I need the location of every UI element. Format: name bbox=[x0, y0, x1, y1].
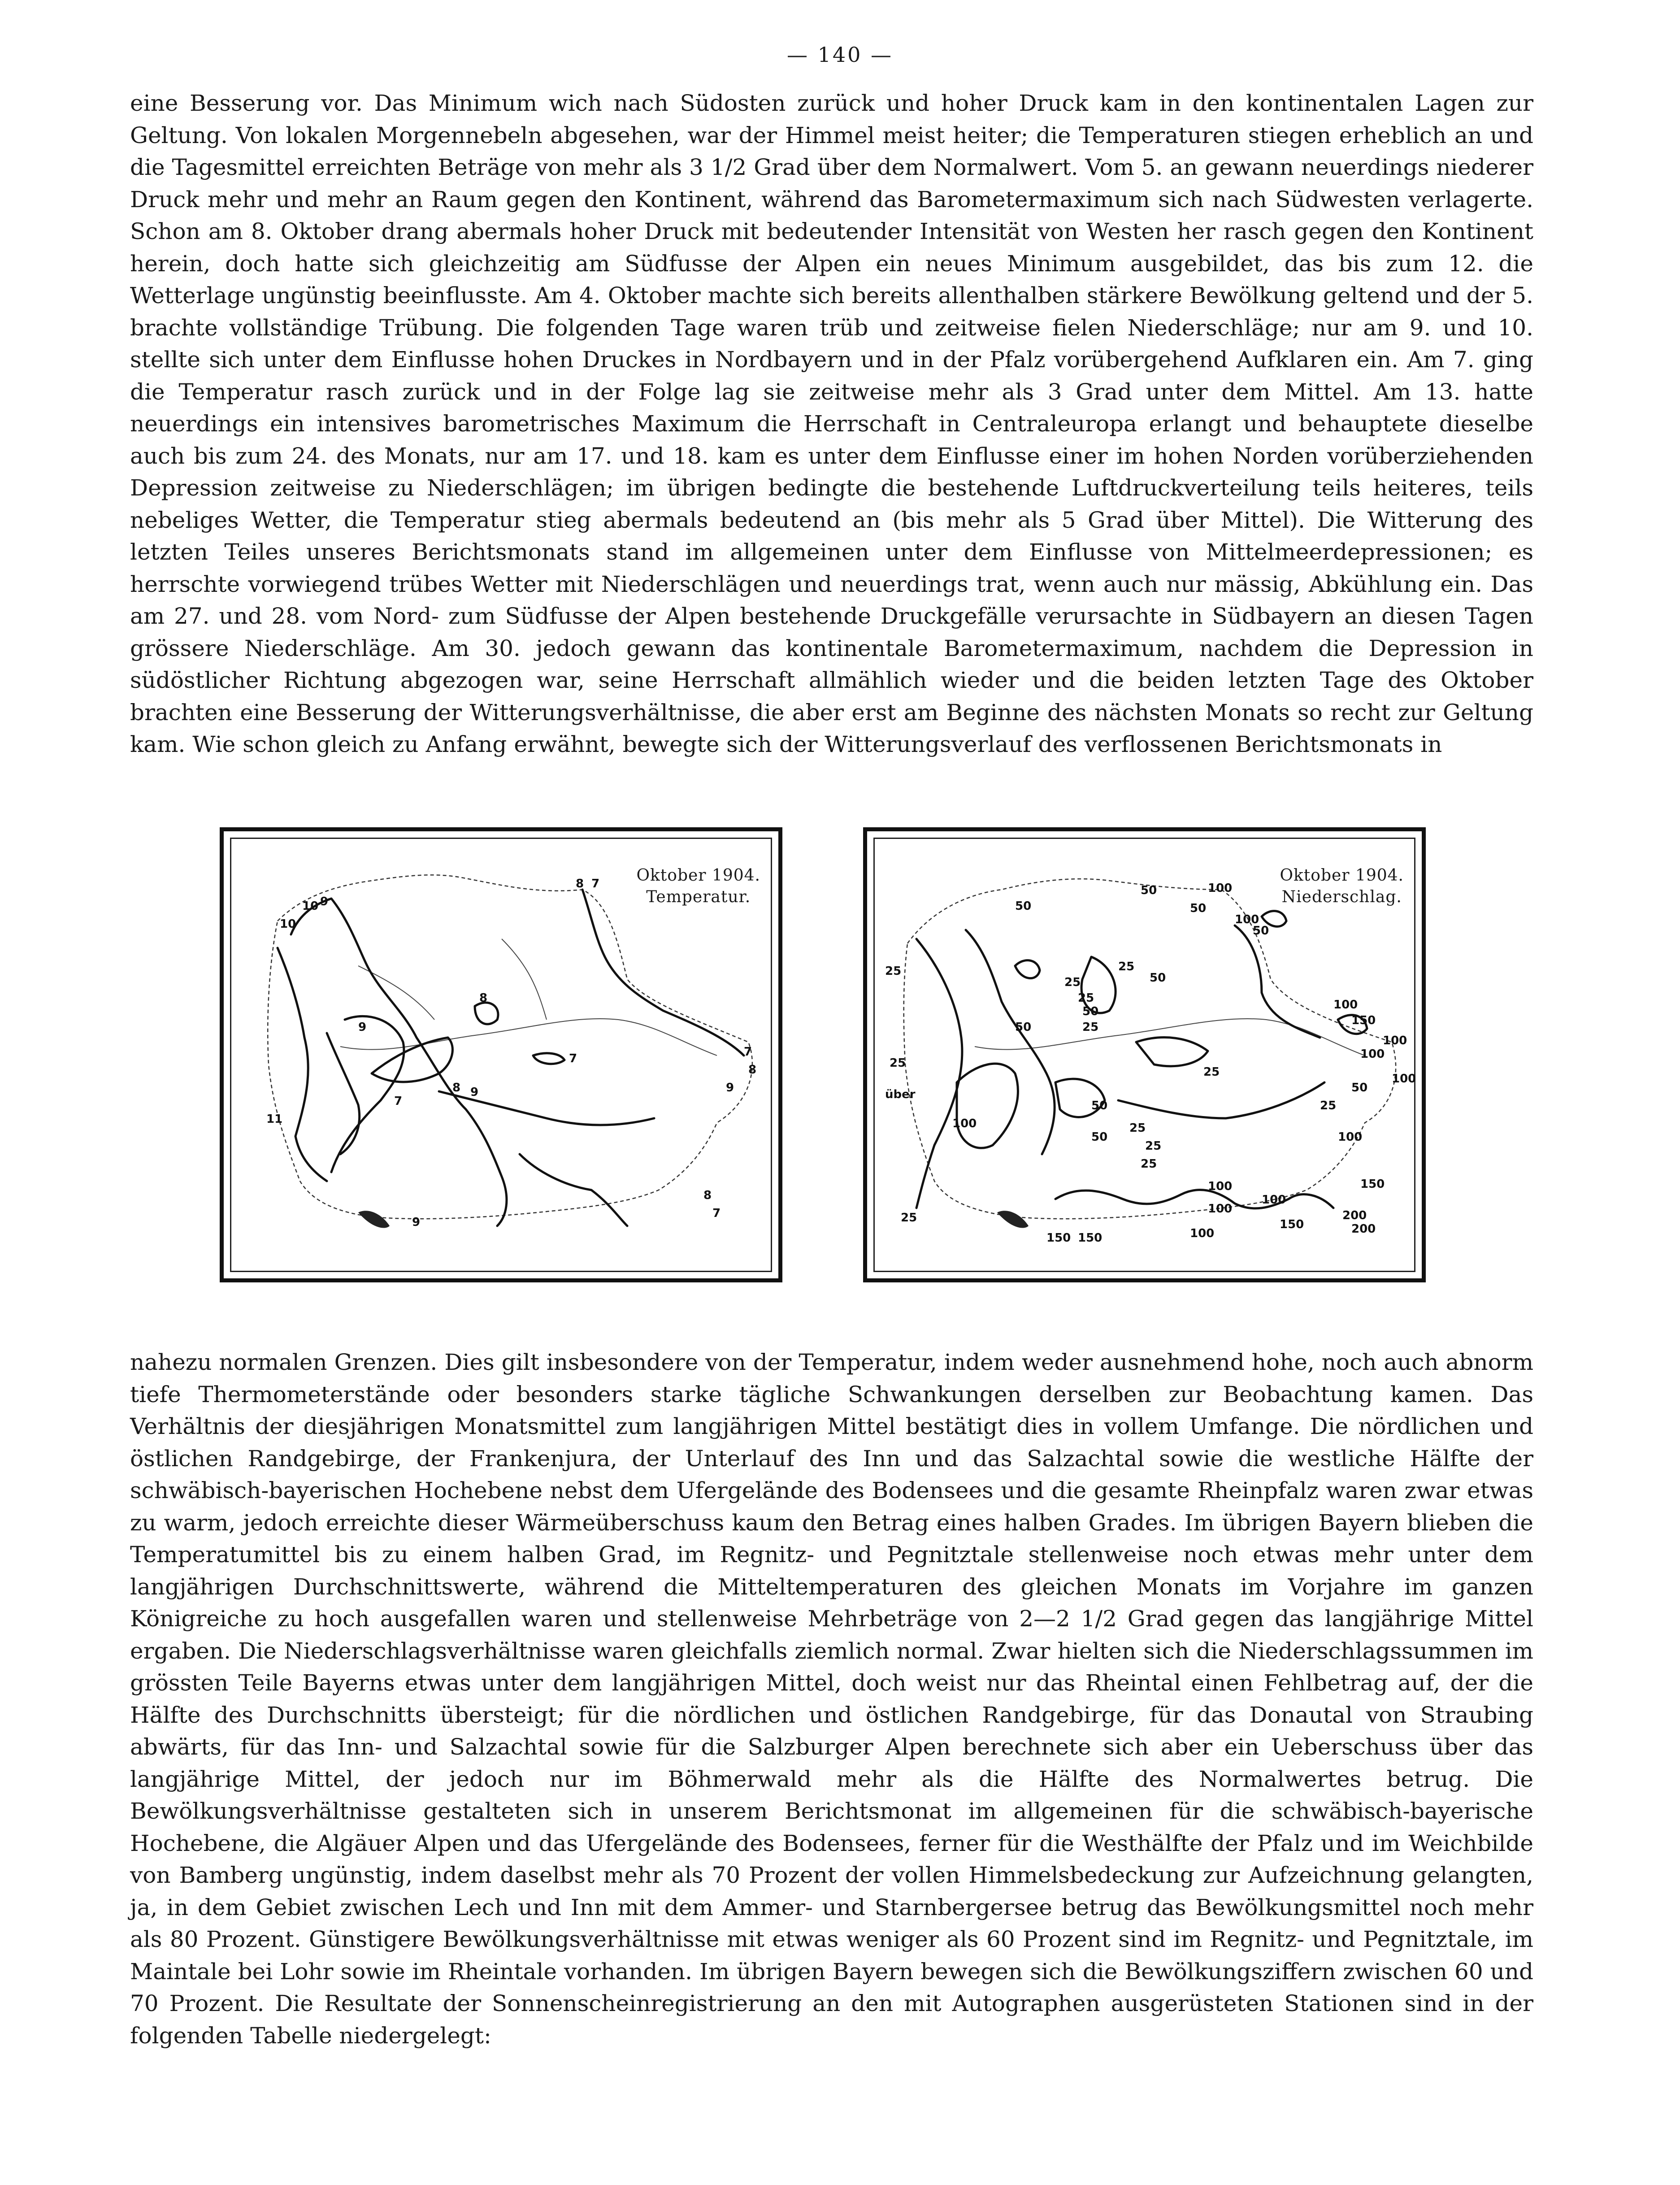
temperature-map bbox=[220, 827, 782, 1282]
temperature-label: 10 bbox=[280, 917, 296, 931]
temperature-label: 11 bbox=[266, 1112, 283, 1126]
temperature-label: 9 bbox=[726, 1081, 734, 1095]
temperature-map-title bbox=[636, 865, 760, 908]
body-text-top: eine Besserung vor. Das Minimum wich nach Südosten zurück und hoher Druck kam in den kontinentalen Lagen zur Geltung. Von lokalen Morgennebeln abgesehen, war der Himmel meist heiter; die Temperaturen stiegen erheblich an und die Tagesmittel erreichten Beträge von mehr als 3 1/2 Grad über dem Normalwert. Vom 5. an gewann neuerdings niederer Druck mehr und mehr an Raum gegen den Kontinent, während das Barometermaximum sich nach Südwesten verlagerte. Schon am 8. Oktober drang abermals hoher Druck mit bedeutender Intensität von Westen her rasch gegen den Kontinent herein, doch hatte sich gleichzeitig am Südfusse der Alpen ein neues Minimum ausgebildet, das bis zum 12. die Wetterlage ungünstig beeinflusste. Am 4. Oktober machte sich bereits allenthalben stärkere Bewölkung geltend und der 5. brachte vollständige Trübung. Die folgenden Tage waren trüb und zeitweise fielen Niederschläge; nur am 9. und 10. stellte sich unter dem Einflusse hohen Druckes in Nordbayern und in der Pfalz vorübergehend Aufklaren ein. Am 7. ging die Temperatur rasch zurück und in der Folge lag sie zeitweise mehr als 3 Grad unter dem Mittel. Am 13. hatte neuerdings ein intensives barometrisches Maximum die Herrschaft in Centraleuropa erlangt und behauptete dieselbe auch bis zum 24. des Monats, nur am 17. und 18. kam es unter dem Einflusse einer im hohen Norden vorüberziehenden Depression zeitweise zu Niederschlägen; im übrigen bedingte die bestehende Luftdruckverteilung teils heiteres, teils nebeliges Wetter, die Temperatur stieg abermals bedeutend an (bis mehr als 5 Grad über Mittel). Die Witterung des letzten Teiles unseres Berichtsmonats stand im allgemeinen unter dem Einflusse von Mittelmeerdepressionen; es herrschte vorwiegend trübes Wetter mit Niederschlägen und neuerdings trat, wenn auch nur mässig, Abkühlung ein. Das am 27. und 28. vom Nord- zum Südfusse der Alpen bestehende Druckgefälle verursachte in Südbayern an diesen Tagen grössere Niederschläge. Am 30. jedoch gewann das kontinentale Barometermaximum, nachdem die Depression in südöstlicher Richtung abgezogen war, seine Herrschaft allmählich wieder und die beiden letzten Tage des Oktober brachten eine Besserung der Witterungsverhältnisse, die aber erst am Beginne des nächsten Monats so recht zur Geltung kam. Wie schon gleich zu Anfang erwähnt, bewegte sich der Witterungsverlauf des verflossenen Berichtsmonats in bbox=[130, 90, 1533, 757]
precipitation-label: 50 bbox=[1351, 1081, 1368, 1095]
precipitation-label: 100 bbox=[1338, 1130, 1363, 1144]
precipitation-label: 50 bbox=[1253, 924, 1269, 938]
precipitation-label: 25 bbox=[1141, 1157, 1157, 1171]
precipitation-label: über bbox=[885, 1088, 916, 1101]
precipitation-label: 50 bbox=[1015, 1021, 1032, 1034]
precipitation-label: 50 bbox=[1150, 971, 1166, 985]
precipitation-label: 150 bbox=[1280, 1218, 1304, 1231]
precipitation-label: 100 bbox=[952, 1117, 977, 1130]
body-text-bottom: nahezu normalen Grenzen. Dies gilt insbesondere von der Temperatur, indem weder ausnehmend hohe, noch auch abnorm tiefe Thermometerstände oder besonders starke tägliche Schwankungen derselben zur Beobachtung kamen. Das Verhältnis der diesjährigen Monatsmittel zum langjährigen Mittel bestätigt dies in vollem Umfange. Die nördlichen und östlichen Randgebirge, der Frankenjura, der Unterlauf des Inn und das Salzachtal sowie die westliche Hälfte der schwäbisch-bayerischen Hochebene nebst dem Ufergelände des Bodensees und die gesamte Rheinpfalz waren zwar etwas zu warm, jedoch erreichte dieser Wärmeüberschuss kaum den Betrag eines halben Grades. Im übrigen Bayern blieben die Temperatumittel bis zu einem halben Grad, im Regnitz- und Pegnitztale stellenweise noch etwas mehr unter dem langjährigen Durchschnittswerte, während die Mitteltemperaturen des gleichen Monats im Vorjahre im ganzen Königreiche zu hoch ausgefallen waren und stellenweise Mehrbeträge von 2—2 1/2 Grad gegen das langjährige Mittel ergaben. Die Niederschlagsverhältnisse waren gleichfalls ziemlich normal. Zwar hielten sich die Niederschlagssummen im grössten Teile Bayerns etwas unter dem langjährigen Mittel, doch weist nur das Rheintal einen Fehlbetrag auf, der die Hälfte des Durchschnitts übersteigt; für die nördlichen und östlichen Randgebirge, für das Donautal von Straubing abwärts, für das Inn- und Salzachtal sowie für die Salzburger Alpen berechnete sich aber ein Ueberschuss über das langjährige Mittel, der jedoch nur im Böhmerwald mehr als die Hälfte des Normalwertes betrug. Die Bewölkungsverhältnisse gestalteten sich in unserem Berichtsmonat im allgemeinen für die schwäbisch-bayerische Hochebene, die Algäuer Alpen und das Ufergelände des Bodensees, ferner für die Westhälfte der Pfalz und im Weichbilde von Bamberg ungünstig, indem daselbst mehr als 70 Prozent der vollen Himmelsbedeckung zur Aufzeichnung gelangten, ja, in dem Gebiet zwischen Lech und Inn mit dem Ammer- und Starnbergersee betrug das Bewölkungsmittel noch mehr als 80 Prozent. Günstigere Bewölkungsverhältnisse mit etwas weniger als 60 Prozent sind im Regnitz- und Pegnitztale, im Maintale bei Lohr sowie im Rheintale vorhanden. Im übrigen Bayern bewegen sich die Bewölkungsziffern zwischen 60 und 70 Prozent. Die Resultate der Sonnenscheinregistrierung an den mit Autographen ausgerüsteten Stationen sind in der folgenden Tabelle niedergelegt: bbox=[130, 1349, 1533, 2049]
precipitation-label: 150 bbox=[1046, 1231, 1071, 1245]
precipitation-label: 50 bbox=[1082, 1005, 1099, 1018]
temperature-map-title-line1: Oktober 1904. bbox=[636, 866, 760, 885]
temperature-label: 8 bbox=[748, 1063, 757, 1077]
precipitation-label: 200 bbox=[1342, 1209, 1367, 1222]
precipitation-label: 25 bbox=[1203, 1065, 1220, 1079]
precipitation-label: 100 bbox=[1392, 1072, 1416, 1086]
precipitation-map-title-line2: Niederschlag. bbox=[1281, 888, 1402, 906]
precipitation-label: 50 bbox=[1091, 1130, 1108, 1144]
precipitation-label: 200 bbox=[1351, 1222, 1376, 1236]
precipitation-map bbox=[863, 827, 1426, 1282]
precipitation-label: 25 bbox=[1118, 960, 1135, 973]
precipitation-label: 50 bbox=[1141, 884, 1157, 897]
temperature-label: 8 bbox=[479, 991, 488, 1005]
precipitation-label: 150 bbox=[1078, 1231, 1103, 1245]
temperature-label: 7 bbox=[569, 1052, 577, 1065]
temperature-label: 8 bbox=[452, 1081, 461, 1095]
precipitation-label: 50 bbox=[1015, 899, 1032, 913]
precipitation-label: 100 bbox=[1262, 1193, 1286, 1207]
precipitation-label: 25 bbox=[1145, 1139, 1162, 1153]
precipitation-label: 150 bbox=[1351, 1014, 1376, 1027]
precipitation-map-title bbox=[1280, 865, 1404, 908]
precipitation-label: 25 bbox=[1129, 1121, 1146, 1135]
page-number: — 140 — bbox=[786, 43, 894, 67]
precipitation-label: 25 bbox=[1078, 991, 1094, 1005]
temperature-label: 7 bbox=[744, 1045, 752, 1059]
temperature-label: 7 bbox=[394, 1095, 403, 1108]
precipitation-label: 25 bbox=[890, 1056, 906, 1070]
precipitation-label: 150 bbox=[1360, 1177, 1385, 1191]
temperature-label: 9 bbox=[320, 895, 329, 908]
precipitation-label: 100 bbox=[1208, 1202, 1233, 1216]
precipitation-label: 100 bbox=[1383, 1034, 1407, 1047]
precipitation-label: 100 bbox=[1208, 882, 1233, 895]
temperature-label: 8 bbox=[576, 877, 584, 891]
precipitation-label: 25 bbox=[1320, 1099, 1337, 1112]
precipitation-label: 100 bbox=[1208, 1180, 1233, 1193]
temperature-label: 9 bbox=[412, 1216, 421, 1229]
temperature-label: 10 bbox=[302, 899, 319, 913]
precipitation-label: 50 bbox=[1091, 1099, 1108, 1112]
precipitation-label: 100 bbox=[1190, 1227, 1215, 1240]
temperature-label: 8 bbox=[703, 1189, 712, 1202]
temperature-label: 9 bbox=[470, 1086, 479, 1099]
temperature-label: 7 bbox=[591, 877, 600, 891]
temperature-label: 9 bbox=[358, 1021, 367, 1034]
precipitation-label: 25 bbox=[1082, 1021, 1099, 1034]
temperature-map-title-line2: Temperatur. bbox=[646, 888, 751, 906]
precipitation-label: 50 bbox=[1190, 902, 1207, 915]
temperature-label: 7 bbox=[712, 1207, 721, 1220]
precipitation-label: 100 bbox=[1235, 913, 1259, 926]
precipitation-label: 100 bbox=[1333, 998, 1358, 1012]
precipitation-label: 25 bbox=[1064, 976, 1081, 989]
precipitation-label: 100 bbox=[1360, 1047, 1385, 1061]
precipitation-map-title-line1: Oktober 1904. bbox=[1280, 866, 1404, 885]
precipitation-label: 25 bbox=[901, 1211, 917, 1225]
precipitation-label: 25 bbox=[885, 964, 902, 978]
